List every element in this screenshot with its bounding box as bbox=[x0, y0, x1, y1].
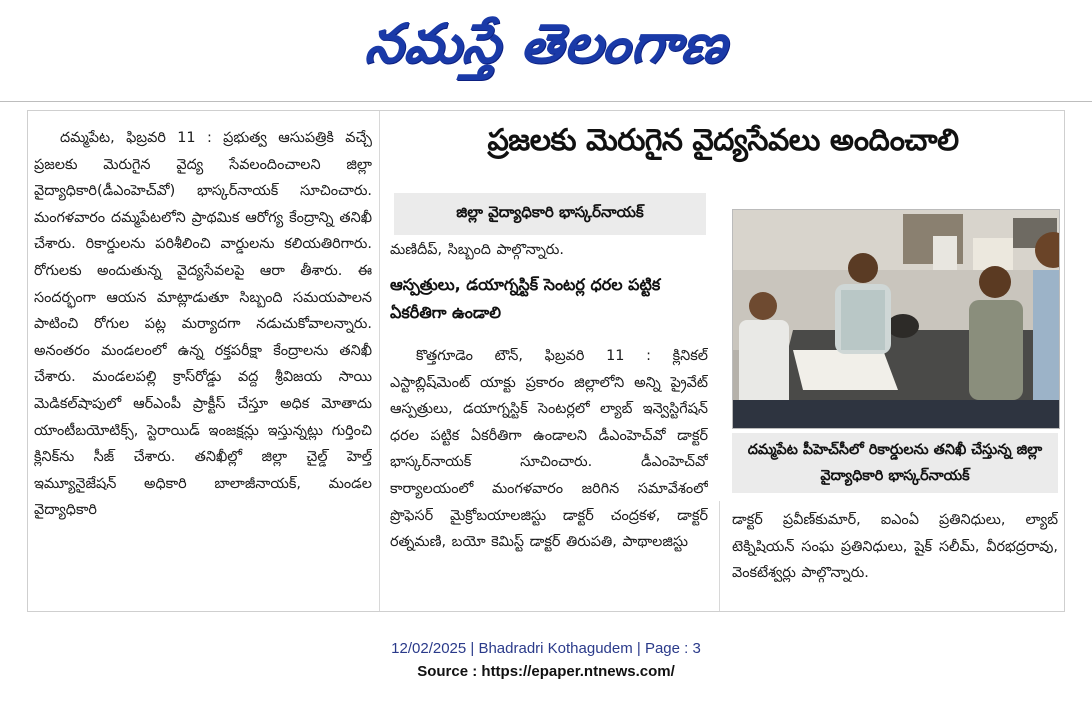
article-headline: ప్రజలకు మెరుగైన వైద్యసేవలు అందించాలి bbox=[487, 123, 959, 158]
news-article-clipping bbox=[27, 110, 1065, 612]
column-divider bbox=[379, 111, 380, 611]
news-photo bbox=[732, 209, 1060, 429]
article-column-3: డాక్టర్ ప్రవీణ్‌కుమార్, ఐఎంఏ ప్రతినిధులు, ల్యాబ్ టెక్నిషియన్ సంఘ ప్రతినిధులు, షైక్ సలీమ్, వీరభద్రరావు, వెంకటేశ్వర్లు పాల్గొన్నారు. bbox=[732, 512, 1058, 582]
masthead-logo: నమస్తే తెలంగాణ bbox=[362, 11, 731, 75]
secondary-headline: ఆస్పత్రులు, డయాగ్నస్టిక్ సెంటర్ల ధరల పట్టిక ఏకరీతిగా ఉండాలి bbox=[390, 275, 661, 322]
news-photo-image bbox=[733, 210, 1059, 428]
masthead-divider bbox=[0, 101, 1092, 102]
article-column-2-continuation: మణిదీప్, సిబ్బంది పాల్గొన్నారు. bbox=[390, 242, 564, 258]
article-column-1: దమ్మపేట, ఫిబ్రవరి 11 : ప్రభుత్వ ఆసుపత్రికి వచ్చే ప్రజలకు మెరుగైన వైద్య సేవలందించాలని జిల్లా వైద్యాధికారి(డీఎంహెచ్‌వో) భాస్కర్‌నాయక్ సూచించారు. మంగళవారం దమ్మపేటలోని ప్రాథమిక ఆరోగ్య కేంద్రాన్ని తనిఖీ చేశారు. రికార్డులను పరిశీలించి వార్డులను కలియతిరిగారు. రోగులకు అందుతున్న వైద్యసేవలపై ఆరా తీశారు. ఈ సందర్భంగా ఆయన మాట్లాడుతూ సిబ్బంది సమయపాలన పాటించి రోగుల పట్ల మర్యాదగా నడుచుకోవాలన్నారు. అనంతరం మండలంలో ఉన్న రక్తపరీక్షా కేంద్రాలను తనిఖీ చేశారు. మండలపల్లి క్రాస్‌రోడ్డు వద్ద శ్రీవిజయ సాయి మెడికల్‌షాపులో ఆర్‌ఎంపీ ప్రాక్టీస్ చేస్తూ అధిక మోతాదు యాంటీబయోటిక్స్, స్టెరాయిడ్ ఇంజక్షన్లు ఇస్తున్నట్లు గుర్తించి క్లినిక్‌ను సీజ్ చేశారు. తనిఖీల్లో జిల్లా చైల్డ్ హెల్త్ ఇమ్యూనైజేషన్ అధికారి బాలాజీనాయక్, మండల వైద్యాధికారి bbox=[34, 130, 372, 519]
photo-caption: దమ్మపేట పీహెచ్‌సీలో రికార్డులను తనిఖీ చేస్తున్న జిల్లా వైద్యాధికారి భాస్కర్‌నాయక్ bbox=[732, 433, 1058, 493]
article-subhead: జిల్లా వైద్యాధికారి భాస్కర్‌నాయక్ bbox=[394, 193, 706, 235]
masthead bbox=[0, 0, 1092, 100]
article-column-2: కొత్తగూడెం టౌన్, ఫిబ్రవరి 11 : క్లినికల్ ఎస్టాబ్లిష్‌మెంట్ యాక్టు ప్రకారం జిల్లాలోని అన్ని ప్రైవేట్ ఆస్పత్రులు, డయాగ్నస్టిక్ సెంటర్లలో ల్యాబ్ ఇన్వెస్టిగేషన్ ధరల పట్టిక ఏకరీతిగా ఉండాలని డీఎంహెచ్‌వో డాక్టర్ భాస్కర్‌నాయక్ సూచించారు. డీఎంహెచ్‌వో కార్యాలయంలో మంగళవారం జరిగిన సమావేశంలో ప్రొఫెసర్ మైక్రోబయాలజిస్టు డాక్టర్ చంద్రకళ, డాక్టర్ రత్నమణి, బయో కెమిస్ట్ డాక్టర్ తిరుపతి, పాథాలజిస్టు bbox=[390, 348, 708, 551]
footer-source-line: Source : https://epaper.ntnews.com/ bbox=[417, 663, 675, 680]
column-divider bbox=[719, 501, 720, 611]
footer-date-line: 12/02/2025 | Bhadradri Kothagudem | Page : 3 bbox=[391, 640, 701, 657]
